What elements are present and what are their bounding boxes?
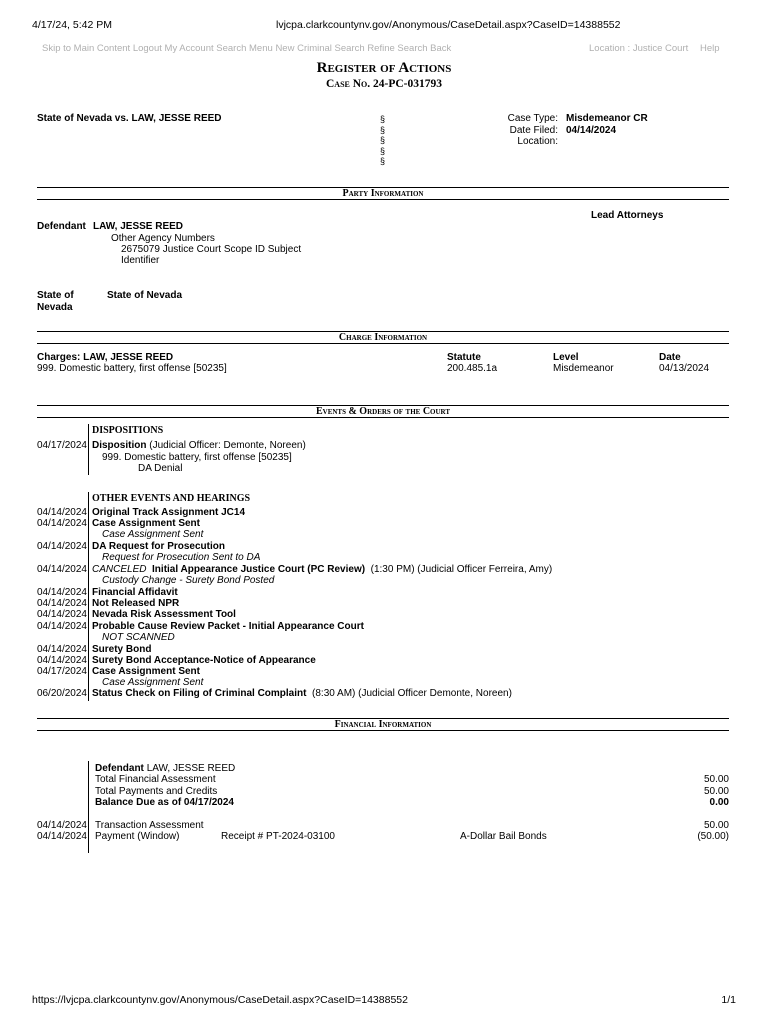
state-name: State of Nevada xyxy=(107,290,183,301)
case-type: Misdemeanor CR xyxy=(566,113,648,124)
event-row: 04/17/2024 Case Assignment Sent xyxy=(36,666,200,677)
case-style: State of Nevada vs. LAW, JESSE REED xyxy=(37,113,222,124)
events-heading: Events & Orders of the Court xyxy=(315,406,451,417)
nav-refine-search-link[interactable]: Refine Search xyxy=(367,43,428,54)
party-info-heading: Party Information xyxy=(342,188,424,199)
agency-number: 2675079 Justice Court Scope ID Subject xyxy=(121,244,302,255)
nav-help-link[interactable]: Help xyxy=(700,43,720,54)
other-events-heading: OTHER EVENTS AND HEARINGS xyxy=(92,493,251,504)
disposition-date: 04/17/2024 xyxy=(36,440,87,451)
agency-number-cont: Identifier xyxy=(121,255,160,266)
dispositions-heading: DISPOSITIONS xyxy=(92,425,164,436)
nav-my-account-link[interactable]: My Account xyxy=(164,43,214,54)
event-subtext: Custody Change - Surety Bond Posted xyxy=(102,575,275,586)
event-row: 04/14/2024 Surety Bond xyxy=(36,644,152,655)
print-url: lvjcpa.clarkcountynv.gov/Anonymous/CaseDetail.aspx?CaseID=14388552 xyxy=(276,19,621,31)
event-subtext: NOT SCANNED xyxy=(102,632,175,643)
financial-info-heading: Financial Information xyxy=(334,719,432,730)
statute-header: Statute xyxy=(447,352,481,363)
charge-info-heading: Charge Information xyxy=(338,332,428,343)
canceled-label: CANCELED xyxy=(92,564,147,575)
charges-label: Charges: LAW, JESSE REED xyxy=(37,352,174,363)
nav-search-menu-link[interactable]: Search Menu xyxy=(216,43,273,54)
print-footer-url: https://lvjcpa.clarkcountynv.gov/Anonymous/CaseDetail.aspx?CaseID=14388552 xyxy=(32,994,408,1006)
event-subtext: Request for Prosecution Sent to DA xyxy=(102,552,261,563)
event-row-canceled: 04/14/2024 CANCELED Initial Appearance Justice Court (PC Review) (1:30 PM) (Judicial Officer Ferreira, Amy) xyxy=(36,564,553,575)
defendant-name: LAW, JESSE REED xyxy=(93,221,184,232)
print-page-number: 1/1 xyxy=(721,994,736,1006)
defendant-role: Defendant xyxy=(37,221,86,232)
event-row: 04/14/2024 Financial Affidavit xyxy=(36,587,178,598)
nav-location: Location : Justice Court xyxy=(589,43,689,54)
disposition-charge: 999. Domestic battery, first offense [50235] xyxy=(102,452,292,463)
event-row: 04/14/2024 Original Track Assignment JC14 xyxy=(36,507,246,518)
event-row: 04/14/2024 DA Request for Prosecution xyxy=(36,541,225,552)
case-info-labels: Case Type: Date Filed: Location: xyxy=(507,113,558,147)
nav-back-link[interactable]: Back xyxy=(430,43,452,54)
case-info-values xyxy=(566,113,648,136)
event-row: 06/20/2024 Status Check on Filing of Criminal Complaint (8:30 AM) (Judicial Officer Demonte, Noreen) xyxy=(36,688,512,699)
case-number: Case No. 24-PC-031793 xyxy=(325,78,442,90)
event-row: 04/14/2024 Case Assignment Sent xyxy=(36,518,200,529)
nav-new-criminal-search-link[interactable]: New Criminal Search xyxy=(275,43,365,54)
section-marks: § § § § § xyxy=(380,114,386,166)
event-row: 04/14/2024 Surety Bond Acceptance-Notice of Appearance xyxy=(36,655,316,666)
print-datetime: 4/17/24, 5:42 PM xyxy=(32,19,112,31)
nav-skip-to-main-link[interactable]: Skip to Main Content xyxy=(42,43,131,54)
date-filed: 04/14/2024 xyxy=(566,124,617,136)
event-subtext: Case Assignment Sent xyxy=(102,677,204,688)
date-header: Date xyxy=(659,352,681,363)
nav-logout-link[interactable]: Logout xyxy=(132,43,162,54)
state-role: State of Nevada xyxy=(37,290,74,313)
lead-attorneys-label: Lead Attorneys xyxy=(591,210,664,221)
event-subtext: Case Assignment Sent xyxy=(102,529,204,540)
financial-defendant: Defendant LAW, JESSE REED xyxy=(95,763,236,774)
disposition-entry: Disposition (Judicial Officer: Demonte, Noreen) xyxy=(92,440,306,451)
event-row: 04/14/2024 Probable Cause Review Packet - Initial Appearance Court xyxy=(36,621,364,632)
other-agency-label: Other Agency Numbers xyxy=(111,233,215,244)
page-title: Register of Actions xyxy=(316,60,452,76)
event-row: 04/14/2024 Nevada Risk Assessment Tool xyxy=(36,609,236,620)
disposition-result: DA Denial xyxy=(138,463,183,474)
level-header: Level xyxy=(553,352,579,363)
event-row: 04/14/2024 Not Released NPR xyxy=(36,598,180,609)
nav-bar xyxy=(42,43,451,54)
